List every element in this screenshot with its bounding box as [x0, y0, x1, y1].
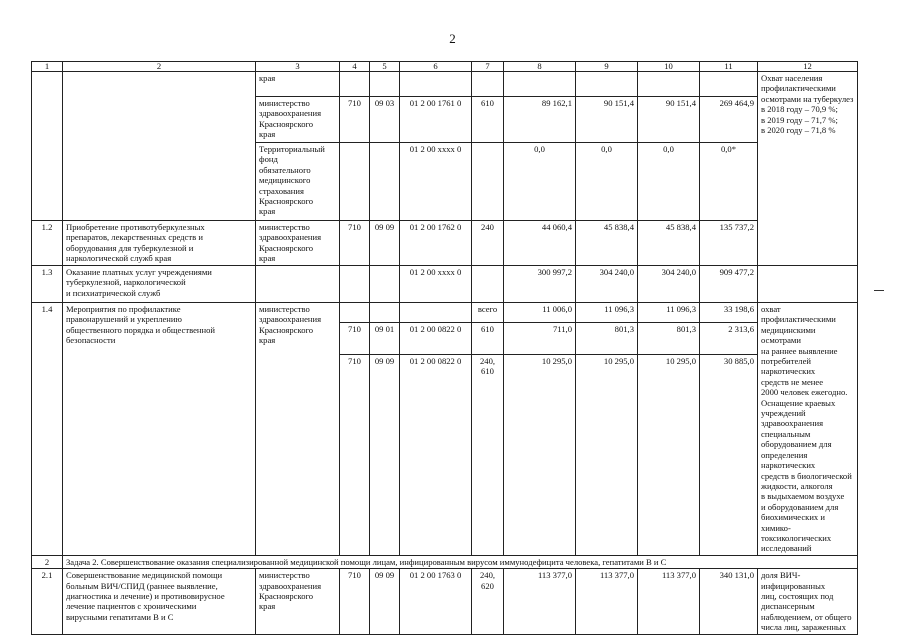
item-name-cell: Мероприятия по профилактике правонарушений и укреплению общественного порядка и общественной безопасности [63, 303, 256, 556]
csr-cell: 01 2 00 хххх 0 [400, 266, 472, 303]
margin-mark [874, 290, 884, 291]
executor-cell: министерство здравоохранения Красноярского края [256, 221, 340, 266]
amount-total-cell: 0,0* [700, 143, 758, 221]
amount-2020-cell: 801,3 [638, 322, 700, 354]
header-cell: 5 [370, 62, 400, 72]
header-cell: 1 [32, 62, 63, 72]
grbs-cell: 710 [340, 221, 370, 266]
header-cell: 12 [758, 62, 858, 72]
amount-2019-cell: 0,0 [576, 143, 638, 221]
grbs-cell: 710 [340, 97, 370, 143]
amount-total-cell: 30 885,0 [700, 354, 758, 555]
amount-2020-cell: 11 096,3 [638, 303, 700, 323]
program-table [31, 61, 858, 635]
amount-2019-cell: 90 151,4 [576, 97, 638, 143]
header-cell: 6 [400, 62, 472, 72]
item-name-cell: Совершенствование медицинской помощи больным ВИЧ/СПИД (раннее выявление, диагностика и лечение) и противовирусное лечение пациентов с хроническими вирусными гепатитами В и С [63, 569, 256, 634]
amount-2019-cell: 113 377,0 [576, 569, 638, 634]
amount-total-cell: 33 198,6 [700, 303, 758, 323]
header-cell: 3 [256, 62, 340, 72]
amount-2020-cell: 90 151,4 [638, 97, 700, 143]
amount-2019-cell: 10 295,0 [576, 354, 638, 555]
amount-2020-cell: 113 377,0 [638, 569, 700, 634]
item-number-cell: 2.1 [32, 569, 63, 634]
amount-2018-cell: 0,0 [504, 143, 576, 221]
amount-2020-cell: 0,0 [638, 143, 700, 221]
executor-cell: министерство здравоохранения Красноярского края [256, 97, 340, 143]
header-cell: 10 [638, 62, 700, 72]
page-number: 2 [449, 31, 456, 46]
item-name-cell [63, 72, 256, 221]
rzpr-cell: 09 01 [370, 322, 400, 354]
table-row [32, 303, 858, 323]
vr-cell: 240, 620 [472, 569, 504, 634]
csr-cell: 01 2 00 1762 0 [400, 221, 472, 266]
executor-cell: министерство здравоохранения Красноярского края [256, 303, 340, 556]
table-row [32, 72, 858, 97]
csr-cell: 01 2 00 0822 0 [400, 322, 472, 354]
amount-total-cell: 135 737,2 [700, 221, 758, 266]
rzpr-cell: 09 09 [370, 354, 400, 555]
table-row [32, 569, 858, 634]
amount-total-cell: 269 464,9 [700, 97, 758, 143]
header-cell: 8 [504, 62, 576, 72]
item-name-cell: Приобретение противотуберкулезных препаратов, лекарственных средств и оборудования для туберкулезной и наркологической служб края [63, 221, 256, 266]
header-cell: 2 [63, 62, 256, 72]
item-number-cell [32, 72, 63, 221]
csr-cell: 01 2 00 0822 0 [400, 354, 472, 555]
vr-cell: 610 [472, 322, 504, 354]
amount-2019-cell: 11 096,3 [576, 303, 638, 323]
amount-2018-cell: 113 377,0 [504, 569, 576, 634]
csr-cell: 01 2 00 1763 0 [400, 569, 472, 634]
rzpr-cell: 09 09 [370, 221, 400, 266]
amount-total-cell: 340 131,0 [700, 569, 758, 634]
vr-cell: всего [472, 303, 504, 323]
expected-result-cell: охват профилактическими медицинскими осмотрами на раннее выявление потребителей наркотических средств не менее 2000 человек ежегодно. Оснащение краевых учреждений здравоохранения специальным оборудованием для определения наркотических средств в биологической жидкости, алкоголя в выдыхаемом воздухе и оборудованием для биохимических и химико- токсикологических исследований [758, 303, 858, 556]
task-number-cell: 2 [32, 555, 63, 568]
amount-2019-cell: 45 838,4 [576, 221, 638, 266]
csr-cell: 01 2 00 1761 0 [400, 97, 472, 143]
amount-2018-cell: 44 060,4 [504, 221, 576, 266]
amount-2018-cell: 711,0 [504, 322, 576, 354]
executor-cell: Территориальный фонд обязательного медицинского страхования Красноярского края [256, 143, 340, 221]
table-row [32, 221, 858, 266]
amount-2020-cell: 10 295,0 [638, 354, 700, 555]
amount-2020-cell: 304 240,0 [638, 266, 700, 303]
task-row [32, 555, 858, 568]
vr-cell: 240 [472, 221, 504, 266]
header-cell: 7 [472, 62, 504, 72]
grbs-cell: 710 [340, 354, 370, 555]
item-number-cell: 1.2 [32, 221, 63, 266]
amount-total-cell: 2 313,6 [700, 322, 758, 354]
amount-2020-cell: 45 838,4 [638, 221, 700, 266]
item-number-cell: 1.3 [32, 266, 63, 303]
executor-cell: края [256, 72, 340, 97]
header-cell: 4 [340, 62, 370, 72]
rzpr-cell: 09 09 [370, 569, 400, 634]
header-cell: 9 [576, 62, 638, 72]
grbs-cell: 710 [340, 569, 370, 634]
amount-2018-cell: 300 997,2 [504, 266, 576, 303]
vr-cell: 610 [472, 97, 504, 143]
expected-result-cell: доля ВИЧ-инфицированных лиц, состоящих под диспансерным наблюдением, от общего числа лиц, зараженных [758, 569, 858, 634]
header-row [32, 62, 858, 72]
amount-2018-cell: 11 006,0 [504, 303, 576, 323]
amount-2019-cell: 801,3 [576, 322, 638, 354]
amount-2019-cell: 304 240,0 [576, 266, 638, 303]
csr-cell: 01 2 00 хххх 0 [400, 143, 472, 221]
executor-cell: министерство здравоохранения Красноярского края [256, 569, 340, 634]
rzpr-cell: 09 03 [370, 97, 400, 143]
expected-result-cell: Охват населения профилактическими осмотрами на туберкулез в 2018 году – 70,9 %; в 2019 году – 71,7 %; в 2020 году – 71,8 % [758, 72, 858, 266]
amount-total-cell: 909 477,2 [700, 266, 758, 303]
header-cell: 11 [700, 62, 758, 72]
amount-2018-cell: 89 162,1 [504, 97, 576, 143]
vr-cell: 240, 610 [472, 354, 504, 555]
item-name-cell: Оказание платных услуг учреждениями туберкулезной, наркологической и психиатрической служб [63, 266, 256, 303]
table-row [32, 266, 858, 303]
grbs-cell: 710 [340, 322, 370, 354]
item-number-cell: 1.4 [32, 303, 63, 556]
amount-2018-cell: 10 295,0 [504, 354, 576, 555]
task-title-cell: Задача 2. Совершенствование оказания специализированной медицинской помощи лицам, инфицированным вирусом иммунодефицита человека, гепатитами В и С [63, 555, 858, 568]
